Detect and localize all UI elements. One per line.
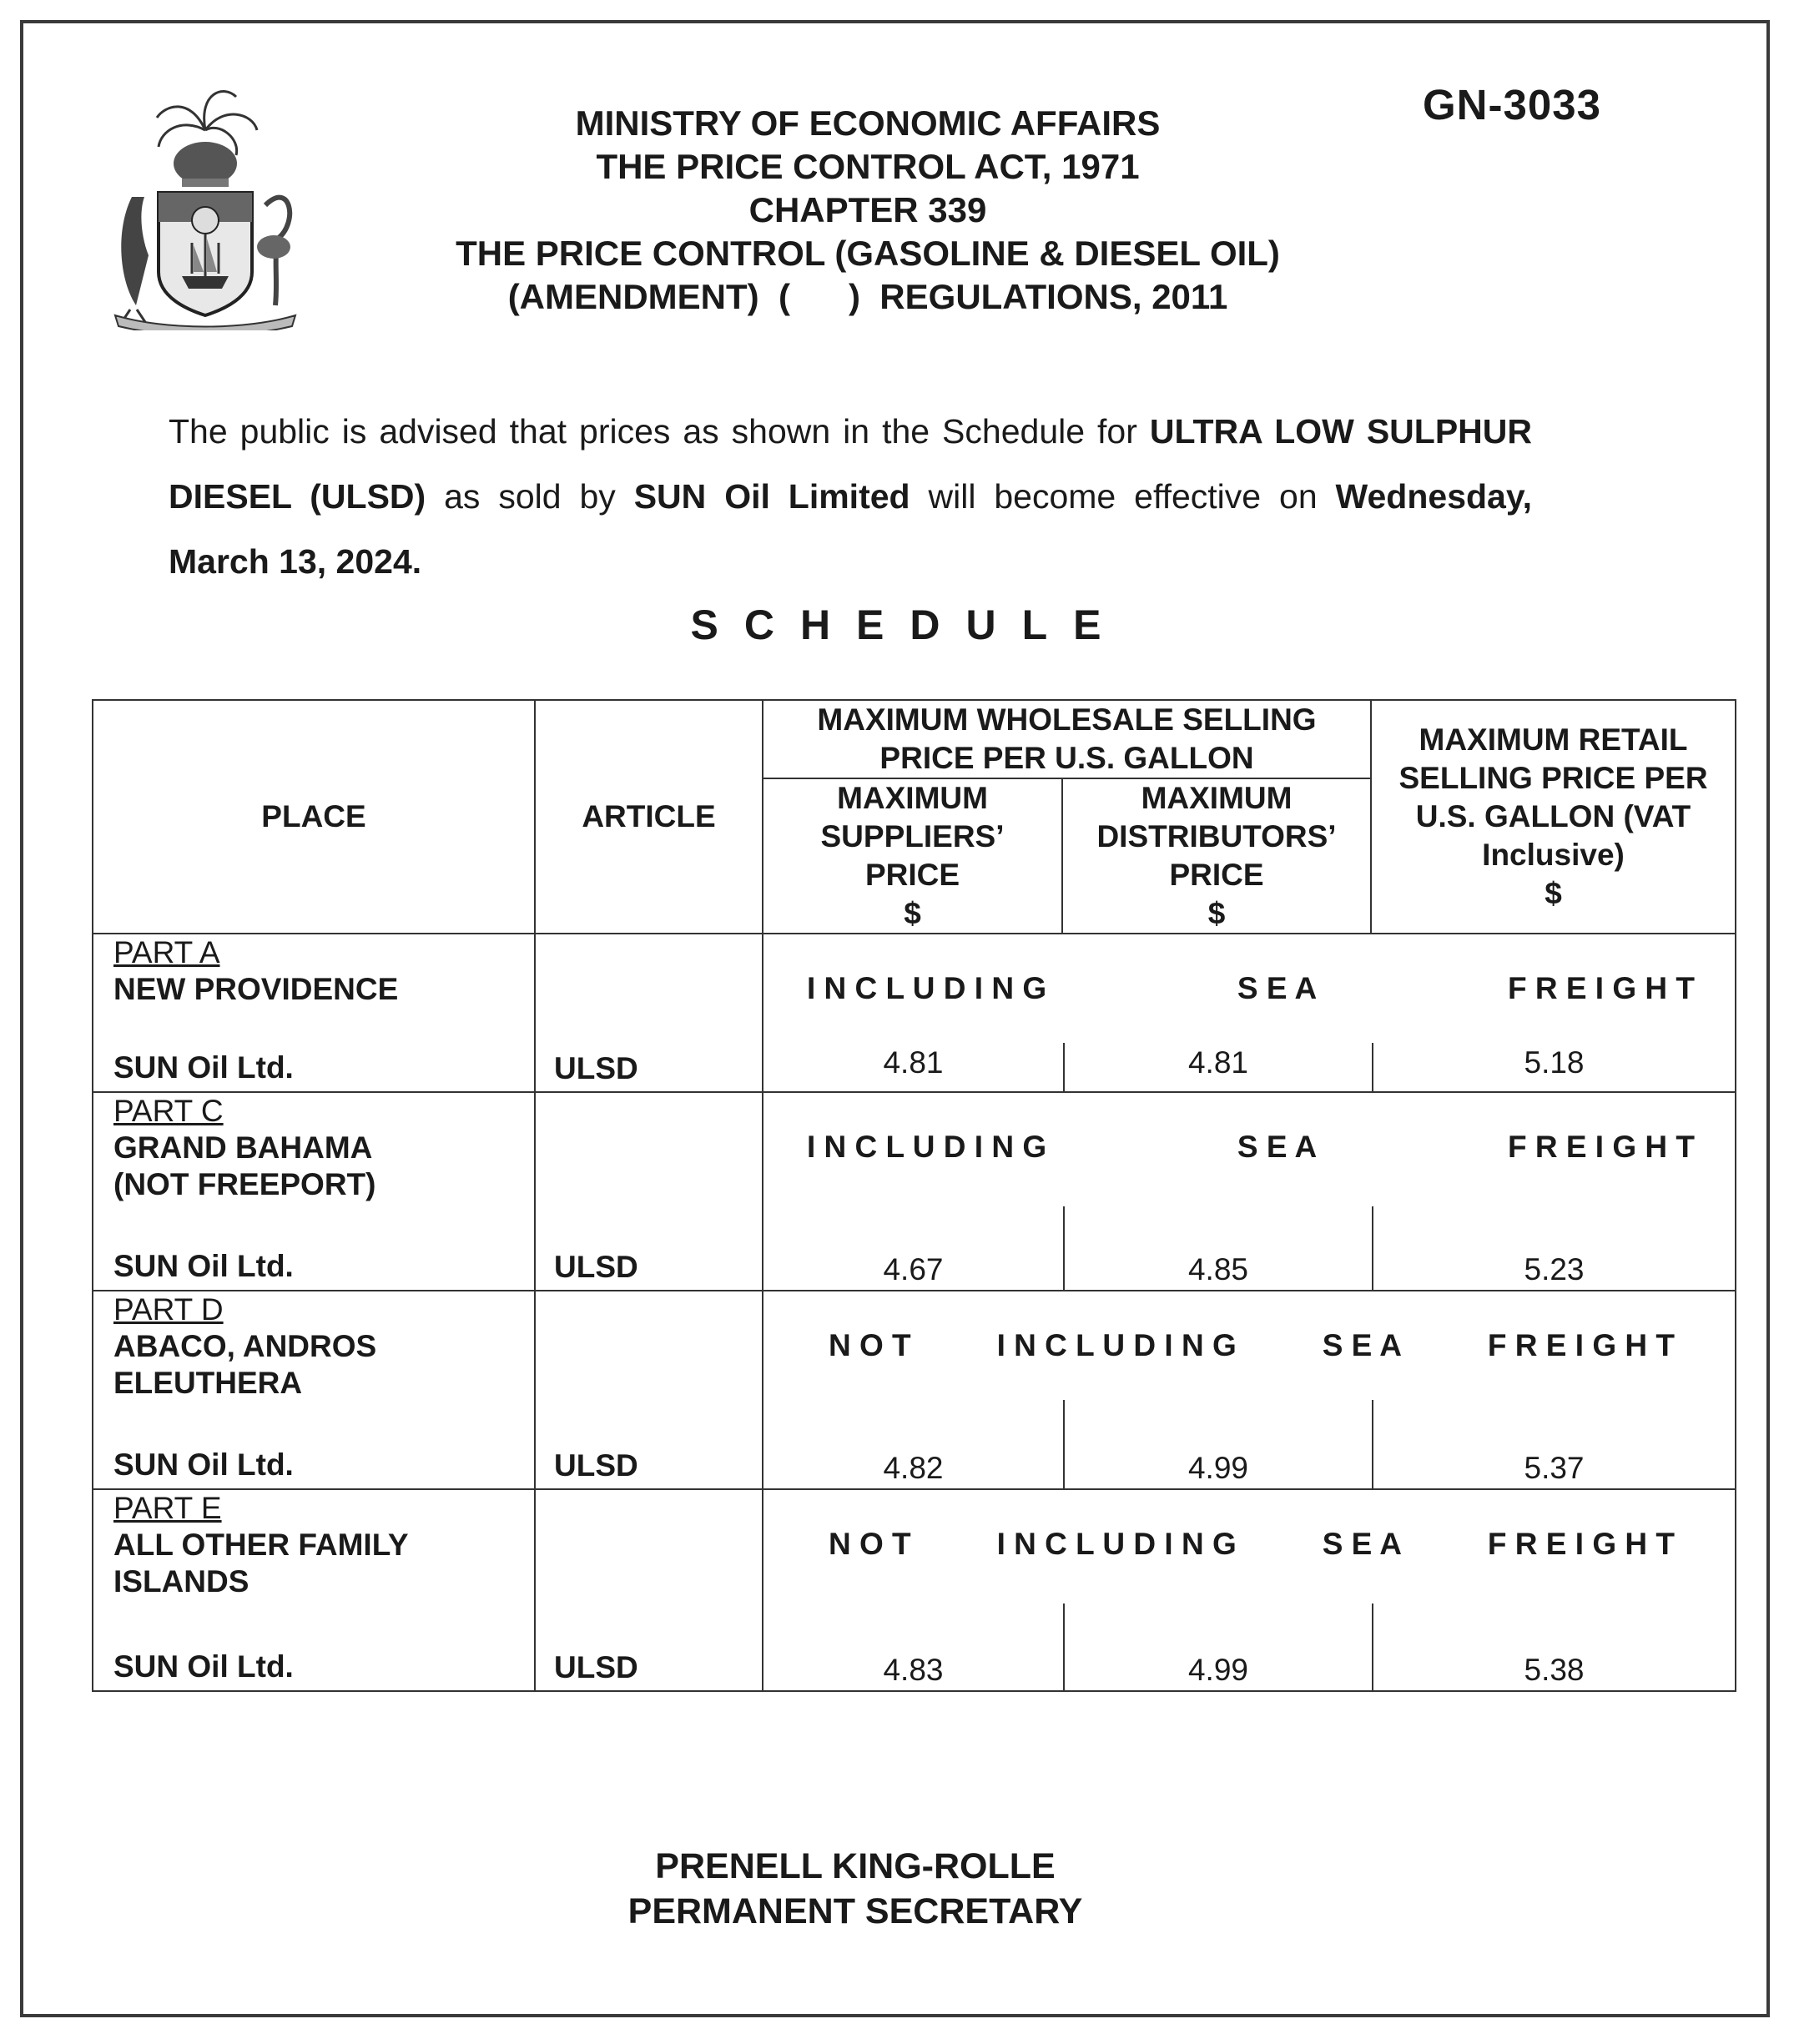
header-place: PLACE <box>93 700 535 934</box>
freight-word: S E A <box>1237 1130 1318 1164</box>
notice-number: GN-3033 <box>1423 81 1601 128</box>
article-name: ULSD <box>554 1051 638 1085</box>
header-retail <box>1371 700 1736 934</box>
table-row <box>93 934 1736 1092</box>
place-name: ALL OTHER FAMILY <box>113 1528 409 1562</box>
header-suppliers-label: MAXIMUM SUPPLIERS’ PRICE <box>820 781 1005 892</box>
company-name: SUN Oil Ltd. <box>113 1050 294 1085</box>
header-line: CHAPTER 339 <box>748 190 987 229</box>
place-cell <box>93 934 535 1092</box>
place-name-line2: ELEUTHERA <box>113 1366 303 1400</box>
header-suppliers-unit: $ <box>904 896 921 930</box>
freight-word: N O T <box>829 1328 911 1362</box>
price-schedule-table <box>92 699 1736 1692</box>
part-label: PART A <box>113 935 220 969</box>
header-article: ARTICLE <box>535 700 763 934</box>
intro-text: will become effective on <box>910 477 1336 516</box>
table-row <box>93 1092 1736 1291</box>
company-name: SUN Oil Ltd. <box>113 1447 294 1482</box>
distributors-price: 4.99 <box>1063 1400 1372 1488</box>
intro-product: ULTRA LOW SULPHUR DIESEL (ULSD) <box>169 412 1532 516</box>
intro-text: The public is advised that prices as shown in the Schedule for <box>169 412 1150 451</box>
suppliers-price: 4.82 <box>883 1451 944 1485</box>
place-name: NEW PROVIDENCE <box>113 972 399 1006</box>
header-distributors <box>1062 778 1371 934</box>
place-name-line2: (NOT FREEPORT) <box>113 1167 376 1201</box>
signatory-title: PERMANENT SECRETARY <box>627 1891 1083 1931</box>
freight-word: F R E I G H T <box>1487 1328 1675 1362</box>
part-label: PART C <box>113 1094 224 1128</box>
intro-text: as sold by <box>426 477 634 516</box>
header-distributors-label: MAXIMUM DISTRIBUTORS’ PRICE <box>1096 781 1337 892</box>
public-notice-paragraph <box>169 399 1532 594</box>
place-cell <box>93 1291 535 1489</box>
header-line: THE PRICE CONTROL ACT, 1971 <box>596 147 1140 186</box>
header-line: MINISTRY OF ECONOMIC AFFAIRS <box>575 103 1161 143</box>
article-name: ULSD <box>554 1650 638 1684</box>
distributors-price: 4.81 <box>1063 1043 1372 1091</box>
header-retail-label: MAXIMUM RETAIL SELLING PRICE PER U.S. GALLON (VAT Inclusive) <box>1398 722 1708 872</box>
company-name: SUN Oil Ltd. <box>113 1249 294 1283</box>
article-name: ULSD <box>554 1250 638 1284</box>
place-cell <box>93 1489 535 1691</box>
freight-note <box>763 1328 1735 1363</box>
header-distributors-unit: $ <box>1207 896 1226 930</box>
header-wholesale-group: MAXIMUM WHOLESALE SELLING PRICE PER U.S. GALLON <box>763 700 1371 778</box>
freight-word: S E A <box>1322 1527 1402 1561</box>
prices-cell <box>763 1291 1736 1489</box>
article-cell <box>535 1489 763 1691</box>
header-suppliers <box>763 778 1062 934</box>
freight-note <box>763 1527 1735 1562</box>
document-header <box>0 102 1736 319</box>
article-cell <box>535 934 763 1092</box>
signatory-name: PRENELL KING-ROLLE <box>655 1846 1056 1886</box>
retail-price: 5.38 <box>1372 1603 1735 1690</box>
freight-note <box>763 971 1735 1006</box>
signature-block <box>0 1844 1711 1934</box>
freight-word: F R E I G H T <box>1487 1527 1675 1561</box>
article-name: ULSD <box>554 1448 638 1483</box>
table-row <box>93 1489 1736 1691</box>
part-label: PART D <box>113 1292 224 1327</box>
place-name: ABACO, ANDROS <box>113 1329 377 1363</box>
freight-word: I N C L U D I N G <box>996 1328 1237 1362</box>
table-row <box>93 1291 1736 1489</box>
freight-word: I N C L U D I N G <box>996 1527 1237 1561</box>
header-line: THE PRICE CONTROL (GASOLINE & DIESEL OIL) <box>456 234 1280 273</box>
company-name: SUN Oil Ltd. <box>113 1649 294 1684</box>
suppliers-price: 4.67 <box>883 1252 944 1286</box>
article-cell <box>535 1291 763 1489</box>
retail-price: 5.23 <box>1372 1206 1735 1290</box>
prices-cell <box>763 934 1736 1092</box>
freight-word: S E A <box>1322 1328 1402 1362</box>
freight-note <box>763 1130 1735 1165</box>
prices-cell <box>763 1489 1736 1691</box>
intro-effective-date: Wednesday, March 13, 2024. <box>169 477 1532 581</box>
freight-word: F R E I G H T <box>1507 971 1696 1005</box>
retail-price: 5.18 <box>1372 1043 1735 1091</box>
retail-price: 5.37 <box>1372 1400 1735 1488</box>
part-label: PART E <box>113 1491 222 1525</box>
suppliers-price: 4.83 <box>883 1653 944 1687</box>
place-name-line2: ISLANDS <box>113 1564 249 1598</box>
distributors-price: 4.85 <box>1063 1206 1372 1290</box>
freight-word: I N C L U D I N G <box>807 971 1047 1005</box>
article-cell <box>535 1092 763 1291</box>
suppliers-price: 4.81 <box>883 1045 944 1080</box>
freight-word: F R E I G H T <box>1507 1130 1696 1164</box>
freight-word: I N C L U D I N G <box>807 1130 1047 1164</box>
header-line: (AMENDMENT) ( ) REGULATIONS, 2011 <box>507 277 1228 316</box>
place-name: GRAND BAHAMA <box>113 1130 373 1165</box>
distributors-price: 4.99 <box>1063 1603 1372 1690</box>
header-retail-unit: $ <box>1545 876 1562 910</box>
freight-word: S E A <box>1237 971 1318 1005</box>
prices-cell <box>763 1092 1736 1291</box>
freight-word: N O T <box>829 1527 911 1561</box>
place-cell <box>93 1092 535 1291</box>
intro-company: SUN Oil Limited <box>633 477 910 516</box>
schedule-title: SCHEDULE <box>690 602 1127 648</box>
